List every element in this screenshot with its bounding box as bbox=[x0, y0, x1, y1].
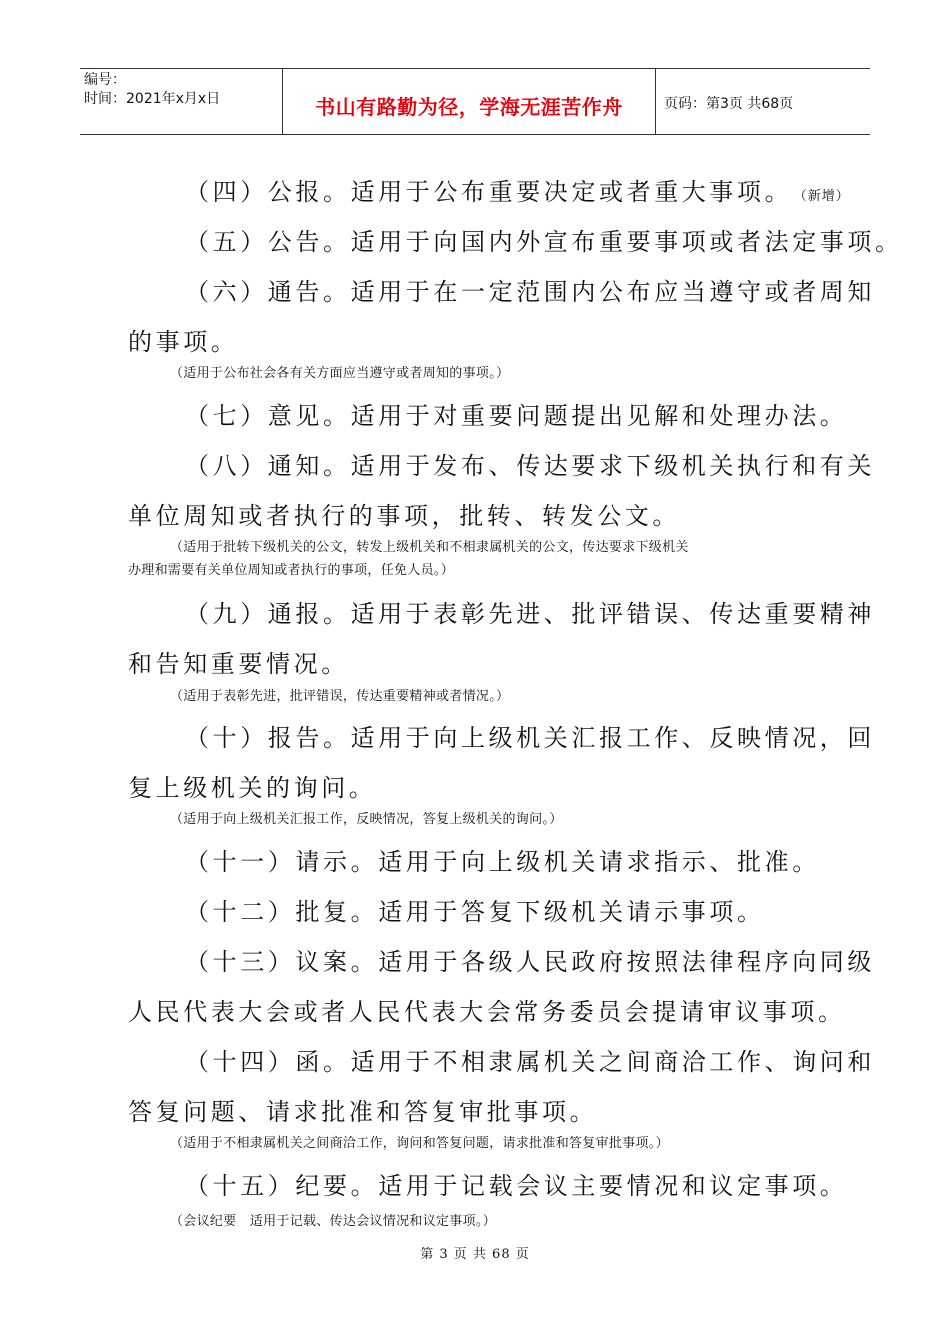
header-motto: 书山有路勤为径，学海无涯苦作舟 bbox=[315, 95, 623, 119]
new-item-note: （新增） bbox=[800, 189, 850, 204]
note-line: （适用于不相隶属机关之间商洽工作，询问和答复问题，请求批准和答复审批事项。） bbox=[170, 1136, 669, 1151]
paragraph-line: （十四）函。适用于不相隶属机关之间商洽工作、询问和 bbox=[185, 1048, 875, 1076]
note-line: 办理和需要有关单位周知或者执行的事项，任免人员。） bbox=[128, 563, 455, 578]
note-line: （适用于向上级机关汇报工作，反映情况，答复上级机关的询问。） bbox=[170, 812, 563, 827]
note-line: （适用于批转下级机关的公文，转发上级机关和不相隶属机关的公文，传达要求下级机关 bbox=[170, 540, 689, 555]
paragraph-line: 的事项。 bbox=[128, 328, 239, 356]
paragraph-line: 复上级机关的询问。 bbox=[128, 774, 377, 802]
paragraph-line: （十二）批复。适用于答复下级机关请示事项。 bbox=[185, 898, 765, 926]
paragraph-line: （十三）议案。适用于各级人民政府按照法律程序向同级 bbox=[185, 948, 875, 976]
page-header bbox=[80, 68, 870, 135]
header-page-info: 页码：第3页 共68页 bbox=[664, 96, 794, 112]
paragraph-line: （十五）纪要。适用于记载会议主要情况和议定事项。 bbox=[185, 1172, 848, 1200]
note-line: （会议纪要 适用于记载、传达会议情况和议定事项。） bbox=[170, 1214, 496, 1229]
document-time-label: 时间：2021年x月x日 bbox=[84, 91, 221, 107]
header-divider bbox=[655, 69, 656, 134]
paragraph-line: （九）通报。适用于表彰先进、批评错误、传达重要精神 bbox=[185, 600, 875, 628]
paragraph-line: 人民代表大会或者人民代表大会常务委员会提请审议事项。 bbox=[128, 998, 846, 1026]
paragraph-line: （十一）请示。适用于向上级机关请求指示、批准。 bbox=[185, 848, 820, 876]
paragraph-line: （十）报告。适用于向上级机关汇报工作、反映情况，回 bbox=[185, 724, 875, 752]
paragraph-line: 和告知重要情况。 bbox=[128, 650, 349, 678]
note-line: （适用于公布社会各有关方面应当遵守或者周知的事项。） bbox=[170, 366, 510, 381]
paragraph-line: （七）意见。适用于对重要问题提出见解和处理办法。 bbox=[185, 402, 848, 430]
paragraph-line: （六）通告。适用于在一定范围内公布应当遵守或者周知 bbox=[185, 278, 875, 306]
header-meta bbox=[84, 71, 280, 109]
paragraph-line: 答复问题、请求批准和答复审批事项。 bbox=[128, 1098, 598, 1126]
paragraph-line: （四）公报。适用于公布重要决定或者重大事项。 （新增） bbox=[185, 178, 850, 206]
paragraph-line: 单位周知或者执行的事项，批转、转发公文。 bbox=[128, 502, 680, 530]
paragraph-line: （八）通知。适用于发布、传达要求下级机关执行和有关 bbox=[185, 452, 875, 480]
page-footer: 第 3 页 共 68 页 bbox=[420, 1247, 530, 1262]
document-number-label: 编号： bbox=[84, 72, 126, 88]
paragraph-line: （五）公告。适用于向国内外宣布重要事项或者法定事项。 bbox=[185, 228, 903, 256]
note-line: （适用于表彰先进，批评错误，传达重要精神或者情况。） bbox=[170, 689, 510, 704]
